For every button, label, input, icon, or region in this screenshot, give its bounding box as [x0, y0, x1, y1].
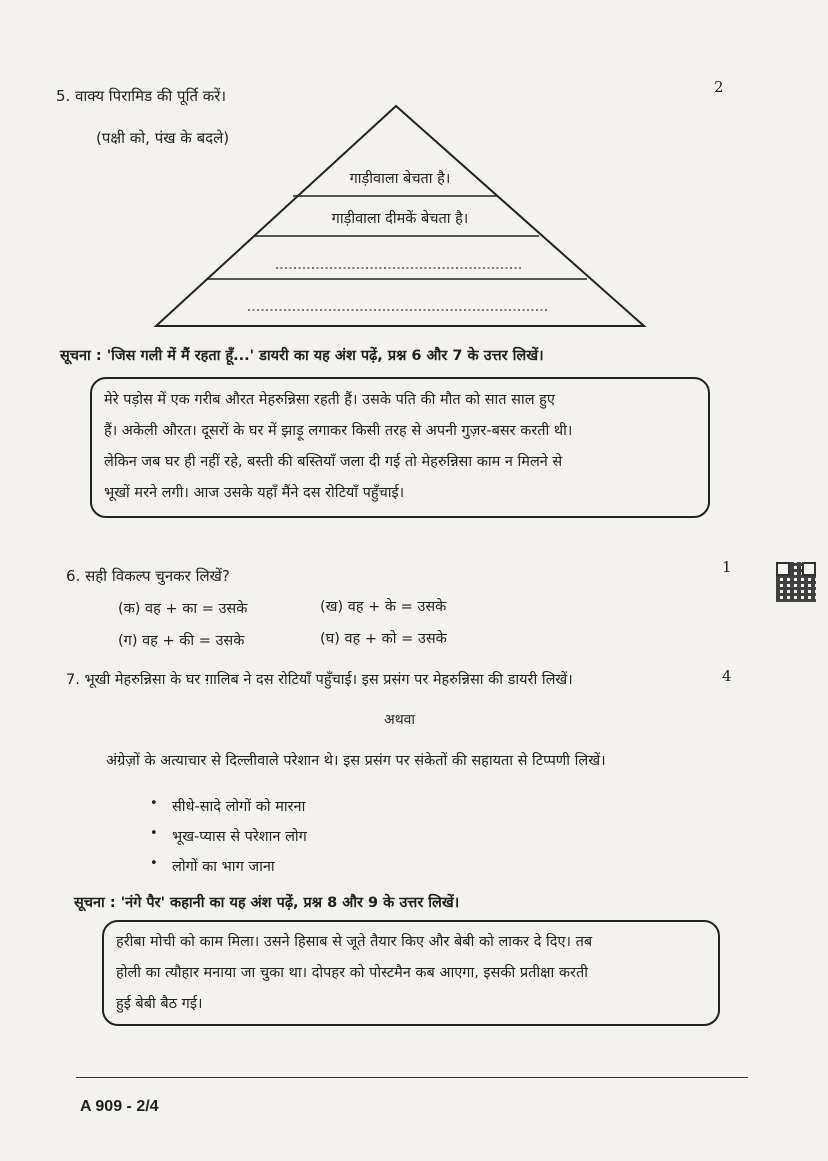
q5-label: 5. वाक्य पिरामिड की पूर्ति करें।: [56, 87, 227, 105]
notice-story: सूचना : 'नंगे पैर' कहानी का यह अंश पढ़ें, प्रश्न 8 और 9 के उत्तर लिखें।: [74, 895, 460, 911]
passage-story-line-1: हरीबा मोची को काम मिला। उसने हिसाब से जूते तैयार किए और बेबी को लाकर दे दिए। तब: [116, 934, 593, 950]
qr-code-icon: [776, 562, 816, 602]
footer-rule: [76, 1077, 748, 1078]
q7-alternative: अंग्रेज़ों के अत्याचार से दिल्लीवाले परेशान थे। इस प्रसंग पर संकेतों की सहायता से टिप्पणी लिखें।: [106, 753, 606, 769]
pyramid-row-2: गाड़ीवाला दीमकें बेचता है।: [331, 211, 469, 227]
q6-option-ka: (क) वह + का = उसके: [118, 601, 248, 617]
q7-point-2: • भूख-प्यास से परेशान लोग: [172, 826, 307, 846]
q7-point-1: • सीधे-सादे लोगों को मारना: [172, 796, 305, 816]
q6-option-ga: (ग) वह + की = उसके: [118, 633, 245, 649]
q6-marks: 1: [722, 558, 732, 576]
q7-marks: 4: [722, 667, 732, 685]
q6-option-kha: (ख) वह + के = उसके: [320, 599, 447, 615]
passage-diary-box: [90, 377, 710, 518]
passage-diary-line-4: भूखों मरने लगी। आज उसके यहाँ मैंने दस रोटियाँ पहुँचाई।: [104, 485, 405, 501]
q5-hint: (पक्षी को, पंख के बदले): [96, 129, 230, 147]
footer-code: A 909 - 2/4: [80, 1098, 159, 1115]
notice-diary: सूचना : 'जिस गली में मैं रहता हूँ...' डायरी का यह अंश पढ़ें, प्रश्न 6 और 7 के उत्तर लिखें।: [60, 348, 544, 364]
passage-diary-line-3: लेकिन जब घर ही नहीं रहे, बस्ती की बस्तियाँ जला दी गई तो मेहरुन्निसा काम न मिलने से: [104, 454, 563, 470]
page-number: 2: [714, 78, 724, 96]
q6-label: 6. सही विकल्प चुनकर लिखें?: [66, 567, 230, 585]
q7-or: अथवा: [384, 712, 416, 728]
passage-story-line-2: होली का त्यौहार मनाया जा चुका था। दोपहर को पोस्टमैन कब आएगा, इसकी प्रतीक्षा करती: [116, 965, 588, 981]
passage-diary-line-1: मेरे पड़ोस में एक गरीब औरत मेहरुन्निसा रहती हैं। उसके पति की मौत को सात साल हुए: [104, 392, 555, 408]
q6-option-gha: (घ) वह + को = उसके: [320, 631, 447, 647]
passage-story-box: [102, 920, 720, 1026]
passage-story-line-3: हुई बेबी बैठ गई।: [116, 996, 203, 1012]
passage-diary-line-2: हैं। अकेली औरत। दूसरों के घर में झाड़ू लगाकर किसी तरह से अपनी गुज़र-बसर करती थी।: [104, 423, 573, 439]
pyramid-row-1: गाड़ीवाला बेचता है।: [349, 171, 451, 187]
q7-label: 7. भूखी मेहरुन्निसा के घर ग़ालिब ने दस रोटियाँ पहुँचाई। इस प्रसंग पर मेहरुन्निसा की डायरी लिखें।: [66, 672, 573, 688]
q7-point-3: • लोगों का भाग जाना: [172, 856, 275, 876]
